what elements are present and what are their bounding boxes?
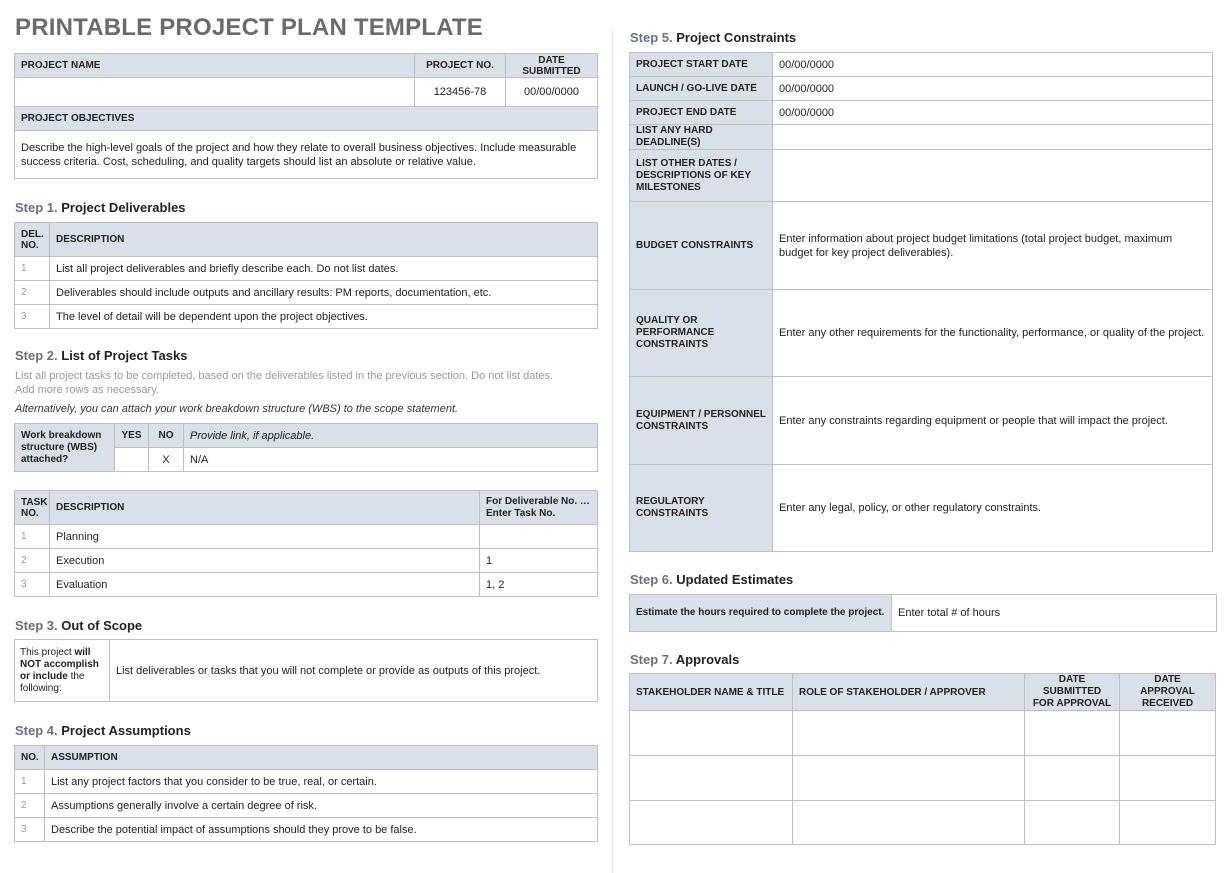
assumption-desc-cell[interactable]: List any project factors that you consider to be true, real, or certain. [45,770,598,794]
constraint-field[interactable] [773,125,1213,150]
table-row [15,257,598,281]
constraint-label: PROJECT END DATE [630,101,773,125]
step2-prefix: Step 2. [15,348,58,363]
date-submitted-label: DATE SUBMITTED [506,54,598,78]
assumption-no-header: NO. [15,746,45,770]
approval-received-cell[interactable] [1120,756,1216,801]
task-deliv-cell[interactable] [480,525,598,549]
constraint-label: PROJECT START DATE [630,53,773,77]
out-of-scope-label [15,640,110,702]
step7-title: Approvals [675,652,740,667]
constraint-field[interactable]: Enter any constraints regarding equipment or people that will impact the project. [773,377,1213,465]
constraint-label: BUDGET CONSTRAINTS [630,202,773,290]
approvals-table [629,673,1216,845]
del-desc-header: DESCRIPTION [50,223,598,257]
approval-name-cell[interactable] [630,801,793,845]
date-submitted-field[interactable]: 00/00/0000 [506,78,598,107]
wbs-table [14,423,598,472]
step4-title: Project Assumptions [61,723,191,738]
step2-title: List of Project Tasks [61,348,188,363]
constraint-field[interactable]: 00/00/0000 [773,77,1213,101]
constraint-field[interactable] [773,150,1213,202]
step2-heading [15,348,187,363]
constraint-label: LIST OTHER DATES / DESCRIPTIONS OF KEY MILESTONES [630,150,773,202]
step4-prefix: Step 4. [15,723,58,738]
table-row [15,525,598,549]
assumption-desc-header: ASSUMPTION [45,746,598,770]
tasks-table [14,490,598,597]
constraint-row [630,77,1213,101]
constraint-field[interactable]: 00/00/0000 [773,53,1213,77]
constraint-row [630,290,1213,377]
task-no-cell: 3 [15,573,50,597]
estimate-hours-field[interactable]: Enter total # of hours [892,595,1217,632]
constraint-row [630,125,1213,150]
approval-submitted-cell[interactable] [1025,801,1120,845]
task-no-header: TASK NO. [15,491,50,525]
wbs-link-note: Provide link, if applicable. [184,424,598,448]
task-deliv-header: For Deliverable No. … Enter Task No. [480,491,598,525]
deliverables-table [14,222,598,329]
table-row [630,801,1216,845]
assumptions-table [14,745,598,842]
step3-heading [15,618,142,633]
wbs-link-field[interactable]: N/A [184,448,598,472]
wbs-yes-field[interactable] [115,448,149,472]
step2-alt-note: Alternatively, you can attach your work breakdown structure (WBS) to the scope statement. [15,403,459,415]
out-of-scope-table [14,639,598,702]
wbs-yes-header: YES [115,424,149,448]
step4-heading [15,723,191,738]
constraint-row [630,465,1213,552]
constraint-field[interactable]: Enter any other requirements for the functionality, performance, or quality of the project. [773,290,1213,377]
table-row [15,770,598,794]
del-no-cell: 1 [15,257,50,281]
task-deliv-cell[interactable]: 1 [480,549,598,573]
step6-title: Updated Estimates [676,572,794,587]
column-divider [612,30,613,873]
step1-prefix: Step 1. [15,200,58,215]
step7-heading [630,652,739,667]
table-row [15,818,598,842]
del-desc-cell[interactable]: Deliverables should include outputs and ancillary results: PM reports, documentation, etc. [50,281,598,305]
approval-role-header: ROLE OF STAKEHOLDER / APPROVER [793,674,1025,711]
assumption-no-cell: 3 [15,818,45,842]
assumption-no-cell: 2 [15,794,45,818]
project-no-field[interactable]: 123456-78 [415,78,506,107]
assumption-desc-cell[interactable]: Describe the potential impact of assumptions should they prove to be false. [45,818,598,842]
project-name-label: PROJECT NAME [15,54,415,78]
del-desc-cell[interactable]: List all project deliverables and briefly describe each. Do not list dates. [50,257,598,281]
approval-name-cell[interactable] [630,756,793,801]
table-row [630,711,1216,756]
constraint-label: EQUIPMENT / PERSONNEL CONSTRAINTS [630,377,773,465]
out-of-scope-label-c: the following: [20,670,85,694]
approval-role-cell[interactable] [793,756,1025,801]
out-of-scope-label-b: will NOT accomplish or include [20,646,99,682]
constraint-label: REGULATORY CONSTRAINTS [630,465,773,552]
table-row [15,573,598,597]
constraint-row [630,377,1213,465]
approval-submitted-cell[interactable] [1025,711,1120,756]
constraint-field[interactable]: Enter information about project budget limitations (total project budget, maximum budget for key project deliverables). [773,202,1213,290]
step5-heading [630,30,796,45]
estimates-table [629,594,1217,632]
table-row [630,756,1216,801]
approval-received-cell[interactable] [1120,801,1216,845]
del-no-cell: 3 [15,305,50,329]
wbs-no-field[interactable]: X [149,448,184,472]
approval-received-cell[interactable] [1120,711,1216,756]
step2-instructions: List all project tasks to be completed, based on the deliverables listed in the previous section. Do not list dates. Add more rows as necessary. [15,370,554,396]
page-title: PRINTABLE PROJECT PLAN TEMPLATE [15,14,483,41]
assumption-desc-cell[interactable]: Assumptions generally involve a certain degree of risk. [45,794,598,818]
wbs-label: Work breakdown structure (WBS) attached? [15,424,115,472]
del-no-header: DEL. NO. [15,223,50,257]
wbs-no-header: NO [149,424,184,448]
constraint-row [630,53,1213,77]
approval-role-cell[interactable] [793,711,1025,756]
task-deliv-cell[interactable]: 1, 2 [480,573,598,597]
task-desc-cell[interactable]: Planning [50,525,480,549]
constraint-field[interactable]: 00/00/0000 [773,101,1213,125]
table-row [15,794,598,818]
constraint-label: LIST ANY HARD DEADLINE(S) [630,125,773,150]
constraint-field[interactable]: Enter any legal, policy, or other regulatory constraints. [773,465,1213,552]
estimate-label: Estimate the hours required to complete the project. [630,595,892,632]
assumption-no-cell: 1 [15,770,45,794]
step1-heading [15,200,186,215]
project-objectives-label: PROJECT OBJECTIVES [15,107,598,131]
approval-name-header: STAKEHOLDER NAME & TITLE [630,674,793,711]
step5-prefix: Step 5. [630,30,673,45]
table-row [15,281,598,305]
task-desc-cell[interactable]: Evaluation [50,573,480,597]
project-no-label: PROJECT NO. [415,54,506,78]
project-header-table [14,53,598,179]
step6-heading [630,572,793,587]
del-no-cell: 2 [15,281,50,305]
out-of-scope-field[interactable]: List deliverables or tasks that you will not complete or provide as outputs of this project. [110,640,598,702]
step1-title: Project Deliverables [61,200,186,215]
constraint-label: LAUNCH / GO-LIVE DATE [630,77,773,101]
task-desc-cell[interactable]: Execution [50,549,480,573]
task-desc-header: DESCRIPTION [50,491,480,525]
project-objectives-field[interactable]: Describe the high-level goals of the project and how they relate to overall business objectives. Include measurable success criteria. Cost, scheduling, and quality targets should list an absolute or relative value. [15,131,598,179]
approval-submitted-cell[interactable] [1025,756,1120,801]
out-of-scope-label-a: This project [20,646,75,658]
approval-role-cell[interactable] [793,801,1025,845]
constraint-row [630,150,1213,202]
approval-received-header: DATE APPROVAL RECEIVED [1120,674,1216,711]
approval-name-cell[interactable] [630,711,793,756]
table-row [15,305,598,329]
step3-title: Out of Scope [61,618,143,633]
step7-prefix: Step 7. [630,652,673,667]
approval-submitted-header: DATE SUBMITTED FOR APPROVAL [1025,674,1120,711]
table-row [15,549,598,573]
project-name-field[interactable] [15,78,415,107]
constraint-row [630,101,1213,125]
constraint-label: QUALITY OR PERFORMANCE CONSTRAINTS [630,290,773,377]
constraints-table [629,52,1213,552]
step5-title: Project Constraints [676,30,797,45]
del-desc-cell[interactable]: The level of detail will be dependent upon the project objectives. [50,305,598,329]
constraint-row [630,202,1213,290]
task-no-cell: 1 [15,525,50,549]
step3-prefix: Step 3. [15,618,58,633]
task-no-cell: 2 [15,549,50,573]
step6-prefix: Step 6. [630,572,673,587]
